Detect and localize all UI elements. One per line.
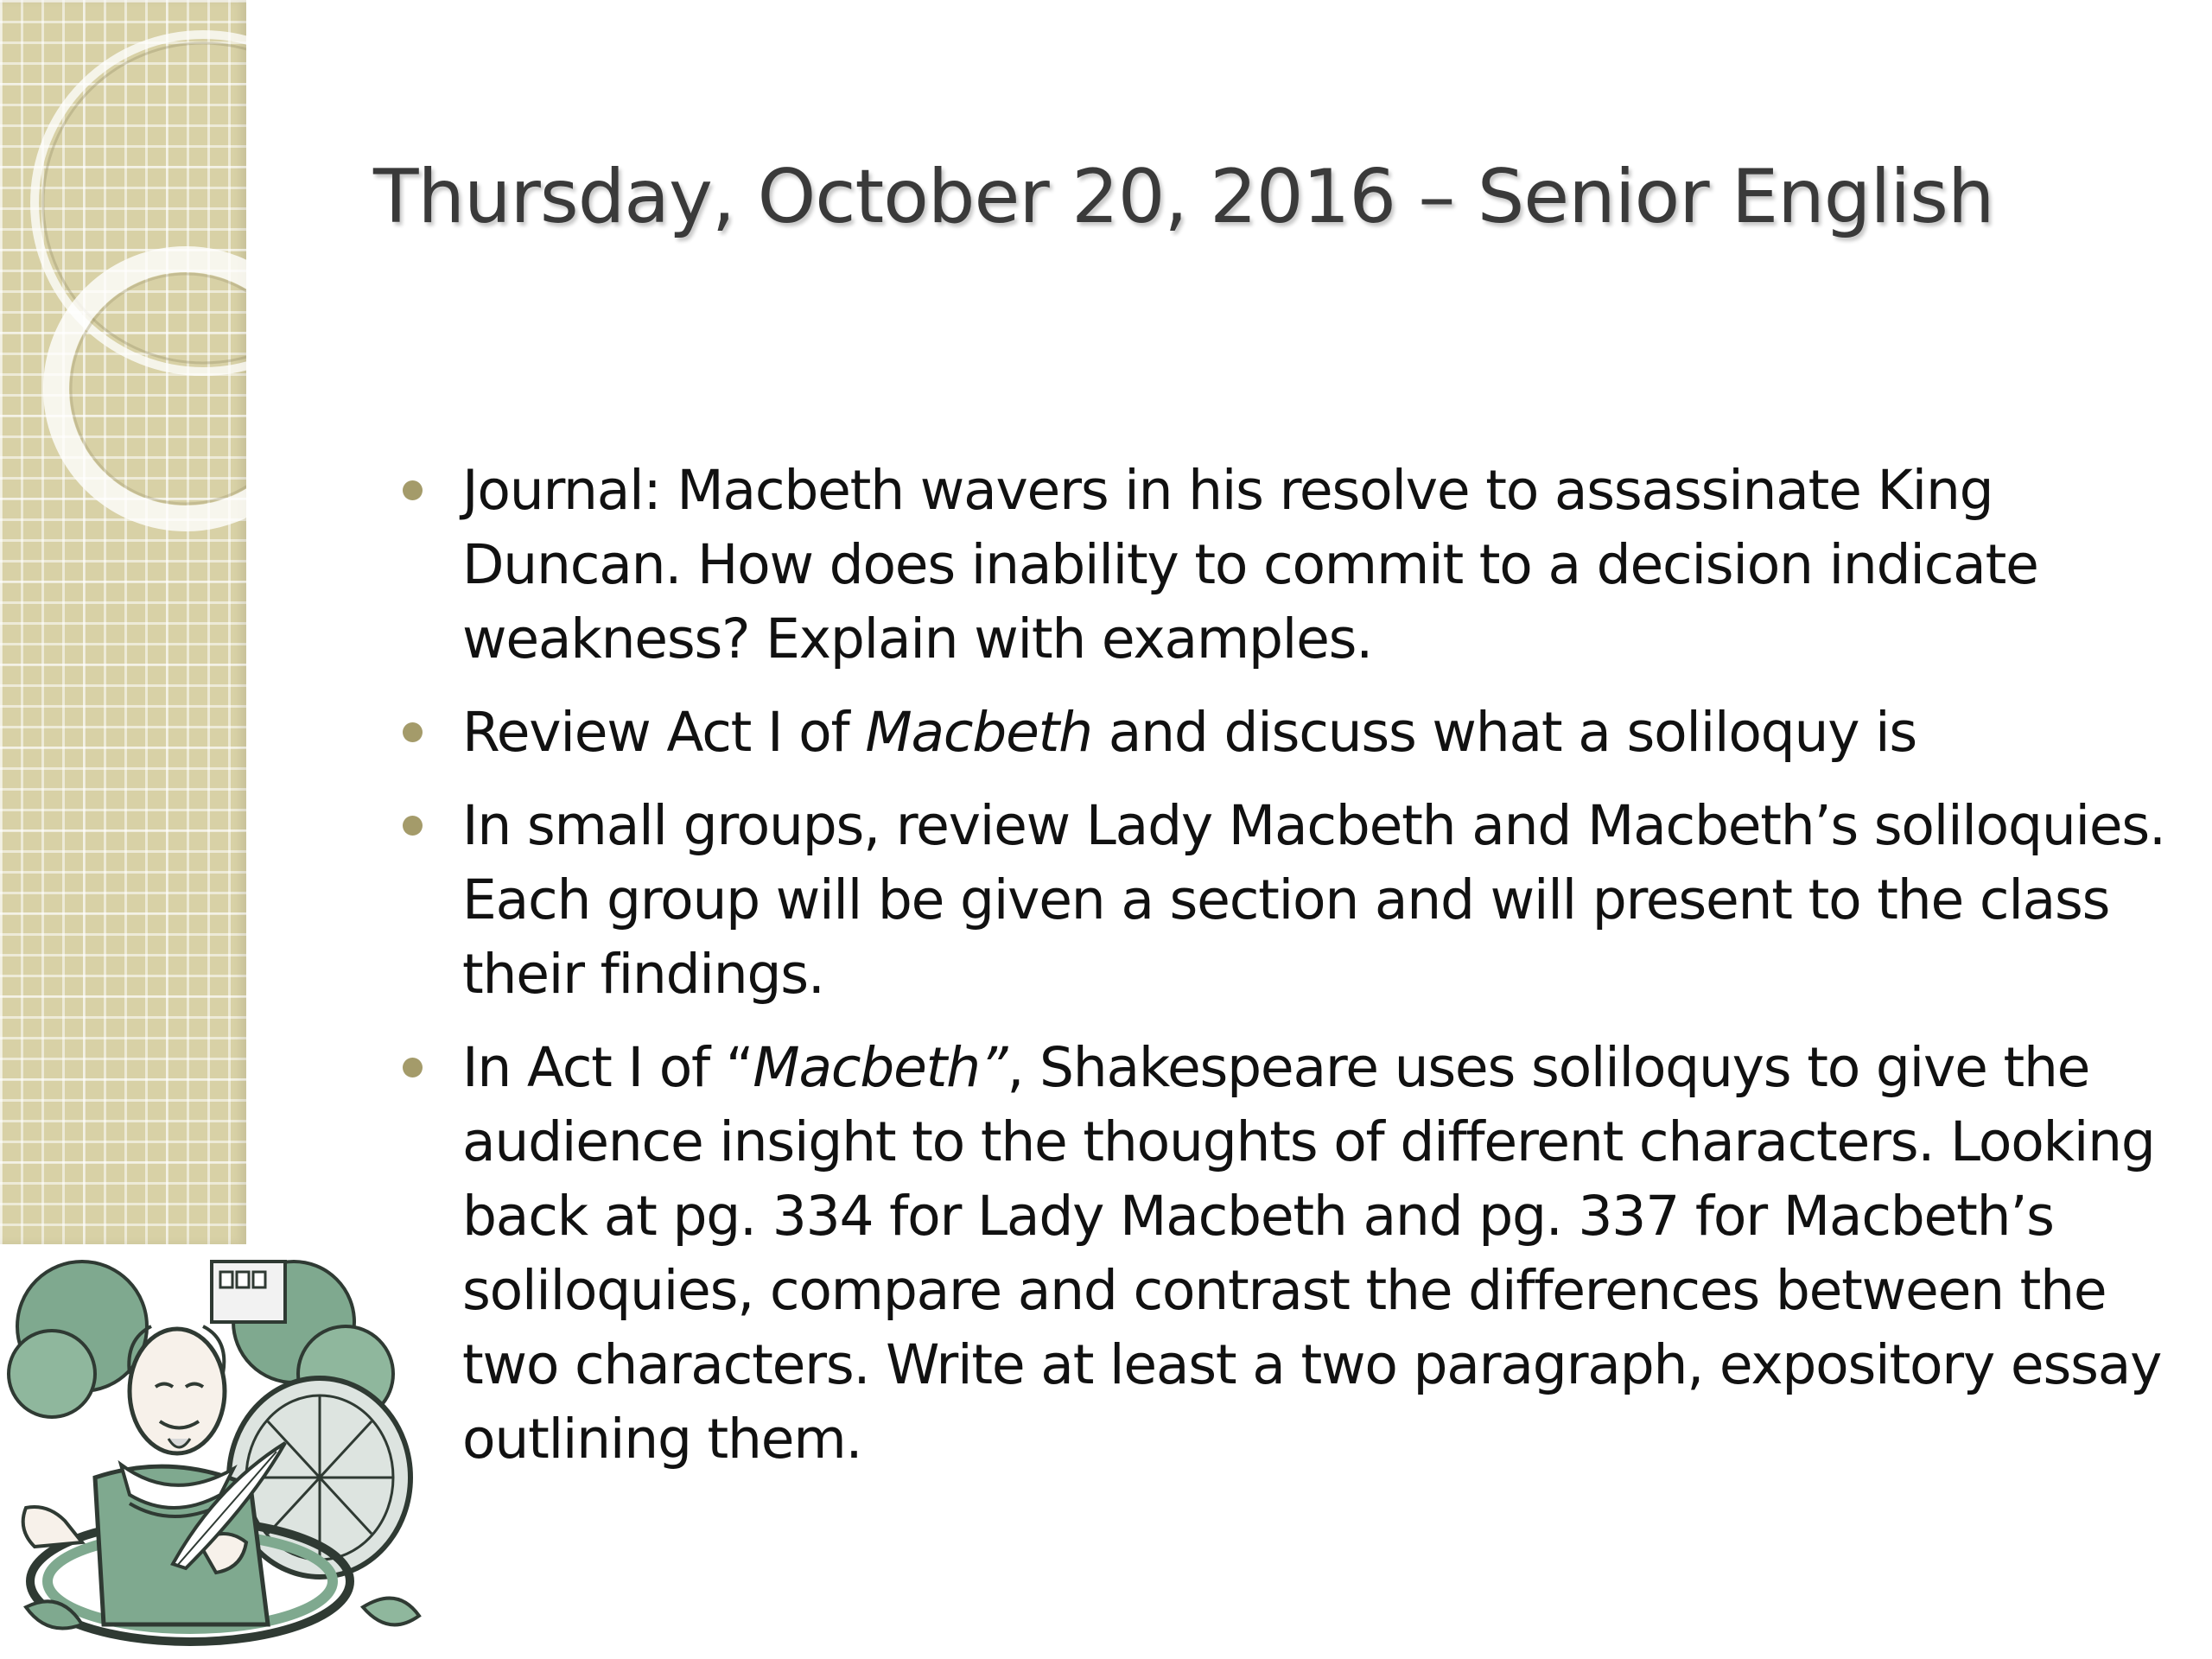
- shakespeare-with-quill-icon: [0, 1244, 432, 1659]
- bullet-text: In small groups, review Lady Macbeth and Macbeth’s soliloquies. Each group will be given a section and will present to the class their findings.: [462, 794, 2165, 1006]
- bullet-text-after: , Shakespeare uses soliloquys to give the audience insight to the thoughts of different characters. Looking back at pg. 334 for Lady Macbeth and pg. 337 for Macbeth’s soliloquies, compare and contrast the differences between the two characters. Write at least a two paragraph, expository essay outlining them.: [462, 1036, 2162, 1471]
- bullet-text-italic: Macbeth”: [753, 1036, 1007, 1099]
- decorative-rings-icon: [0, 0, 246, 605]
- bullet-item-journal: [397, 454, 2169, 677]
- bullet-list: [397, 454, 2169, 1496]
- bullet-text-italic: Macbeth: [865, 701, 1092, 764]
- bullet-text-after: and discuss what a soliloquy is: [1091, 701, 1917, 764]
- bullet-dot-icon: [403, 816, 423, 836]
- slide-title: Thursday, October 20, 2016 – Senior English: [373, 154, 1994, 240]
- bullet-item-small-groups: [397, 789, 2169, 1012]
- bullet-dot-icon: [403, 722, 423, 742]
- bullet-text-before: In Act I of “: [462, 1036, 753, 1099]
- bullet-dot-icon: [403, 480, 423, 500]
- bullet-item-essay: [397, 1031, 2169, 1477]
- bullet-item-review-act: [397, 696, 2169, 770]
- bullet-text-before: Review Act I of: [462, 701, 866, 764]
- bullet-dot-icon: [403, 1058, 423, 1077]
- bullet-text: Journal: Macbeth wavers in his resolve to assassinate King Duncan. How does inability to commit to a decision indicate weakness? Explain with examples.: [462, 459, 2038, 671]
